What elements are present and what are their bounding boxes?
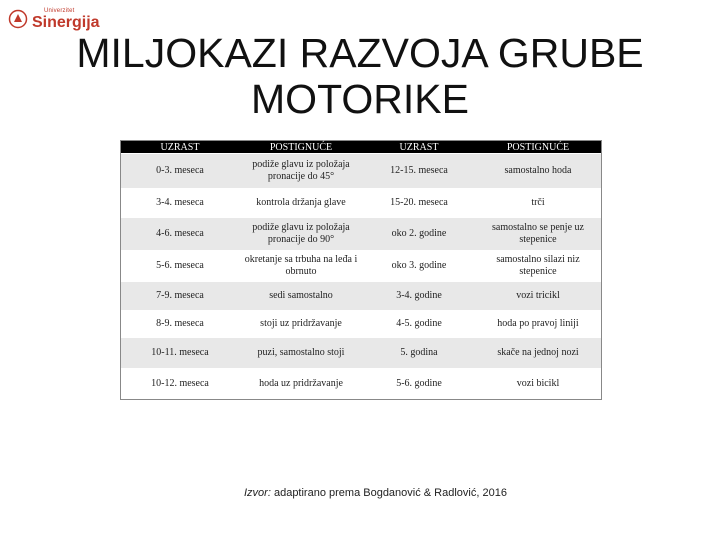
- table-row: [121, 218, 601, 250]
- table-row: [121, 154, 601, 188]
- table-cell: trči: [531, 197, 545, 208]
- table-row: [121, 188, 601, 218]
- logo-name: Sinergija: [32, 14, 100, 31]
- table-cell: 12-15. meseca: [390, 165, 448, 176]
- milestones-table: [120, 140, 602, 400]
- table-cell: 15-20. meseca: [390, 197, 448, 208]
- table-cell: 7-9. meseca: [156, 290, 204, 301]
- source-note: [244, 487, 507, 499]
- title-line-1: MILJOKAZI RAZVOJA GRUBE: [76, 30, 644, 76]
- header-age-2: UZRAST: [399, 141, 439, 153]
- table-row: [121, 310, 601, 338]
- header-achievement-1: POSTIGNUĆE: [269, 141, 333, 153]
- table-cell: hoda po pravoj liniji: [497, 318, 579, 329]
- table-cell: 10-11. meseca: [151, 347, 209, 358]
- table-cell: skače na jednoj nozi: [497, 347, 579, 358]
- university-emblem-icon: [8, 9, 28, 29]
- table-cell: 10-12. meseca: [151, 377, 209, 389]
- table-cell: stoji uz pridržavanje: [260, 318, 342, 329]
- table-row: [121, 338, 601, 368]
- table-header: [121, 141, 601, 153]
- table-cell: 5-6. godine: [396, 377, 442, 389]
- table-cell: podiže glavu iz položaja pronacije do 45°: [252, 159, 350, 182]
- university-logo: [8, 6, 98, 32]
- table-cell: samostalno hoda: [504, 165, 572, 176]
- table-cell: vozi bicikl: [516, 377, 560, 389]
- table-cell: 3-4. meseca: [156, 197, 204, 208]
- table-cell: podiže glavu iz položaja pronacije do 90°: [252, 222, 350, 245]
- table-cell: 8-9. meseca: [156, 318, 204, 329]
- table-cell: kontrola držanja glave: [256, 197, 346, 208]
- table-cell: okretanje sa trbuha na leđa i obrnuto: [244, 254, 358, 277]
- table-cell: samostalno silazi niz stepenice: [496, 254, 580, 277]
- header-age-1: UZRAST: [160, 141, 200, 153]
- source-label: Izvor:: [244, 487, 271, 499]
- page-title: [0, 30, 720, 122]
- table-cell: oko 3. godine: [391, 260, 447, 271]
- table-cell: puzi, samostalno stoji: [257, 347, 345, 358]
- table-cell: vozi tricikl: [516, 290, 560, 301]
- table-row: [121, 250, 601, 282]
- logo-university-label: Univerzitet: [44, 8, 75, 14]
- table-cell: 5-6. meseca: [156, 260, 204, 271]
- table-cell: 4-6. meseca: [156, 228, 204, 239]
- table-cell: 0-3. meseca: [156, 165, 204, 176]
- table-cell: hoda uz pridržavanje: [259, 377, 343, 389]
- table-cell: sedi samostalno: [269, 290, 333, 301]
- source-text: adaptirano prema Bogdanović & Radlović, 2016: [270, 487, 507, 499]
- header-achievement-2: POSTIGNUĆE: [506, 141, 570, 153]
- table-row: [121, 368, 601, 399]
- title-line-2: MOTORIKE: [251, 76, 469, 122]
- table-cell: 5. godina: [400, 347, 438, 358]
- table-row: [121, 282, 601, 310]
- table-cell: oko 2. godine: [391, 228, 447, 239]
- table-cell: 4-5. godine: [396, 318, 442, 329]
- table-cell: samostalno se penje uz stepenice: [492, 222, 584, 245]
- table-cell: 3-4. godine: [396, 290, 442, 301]
